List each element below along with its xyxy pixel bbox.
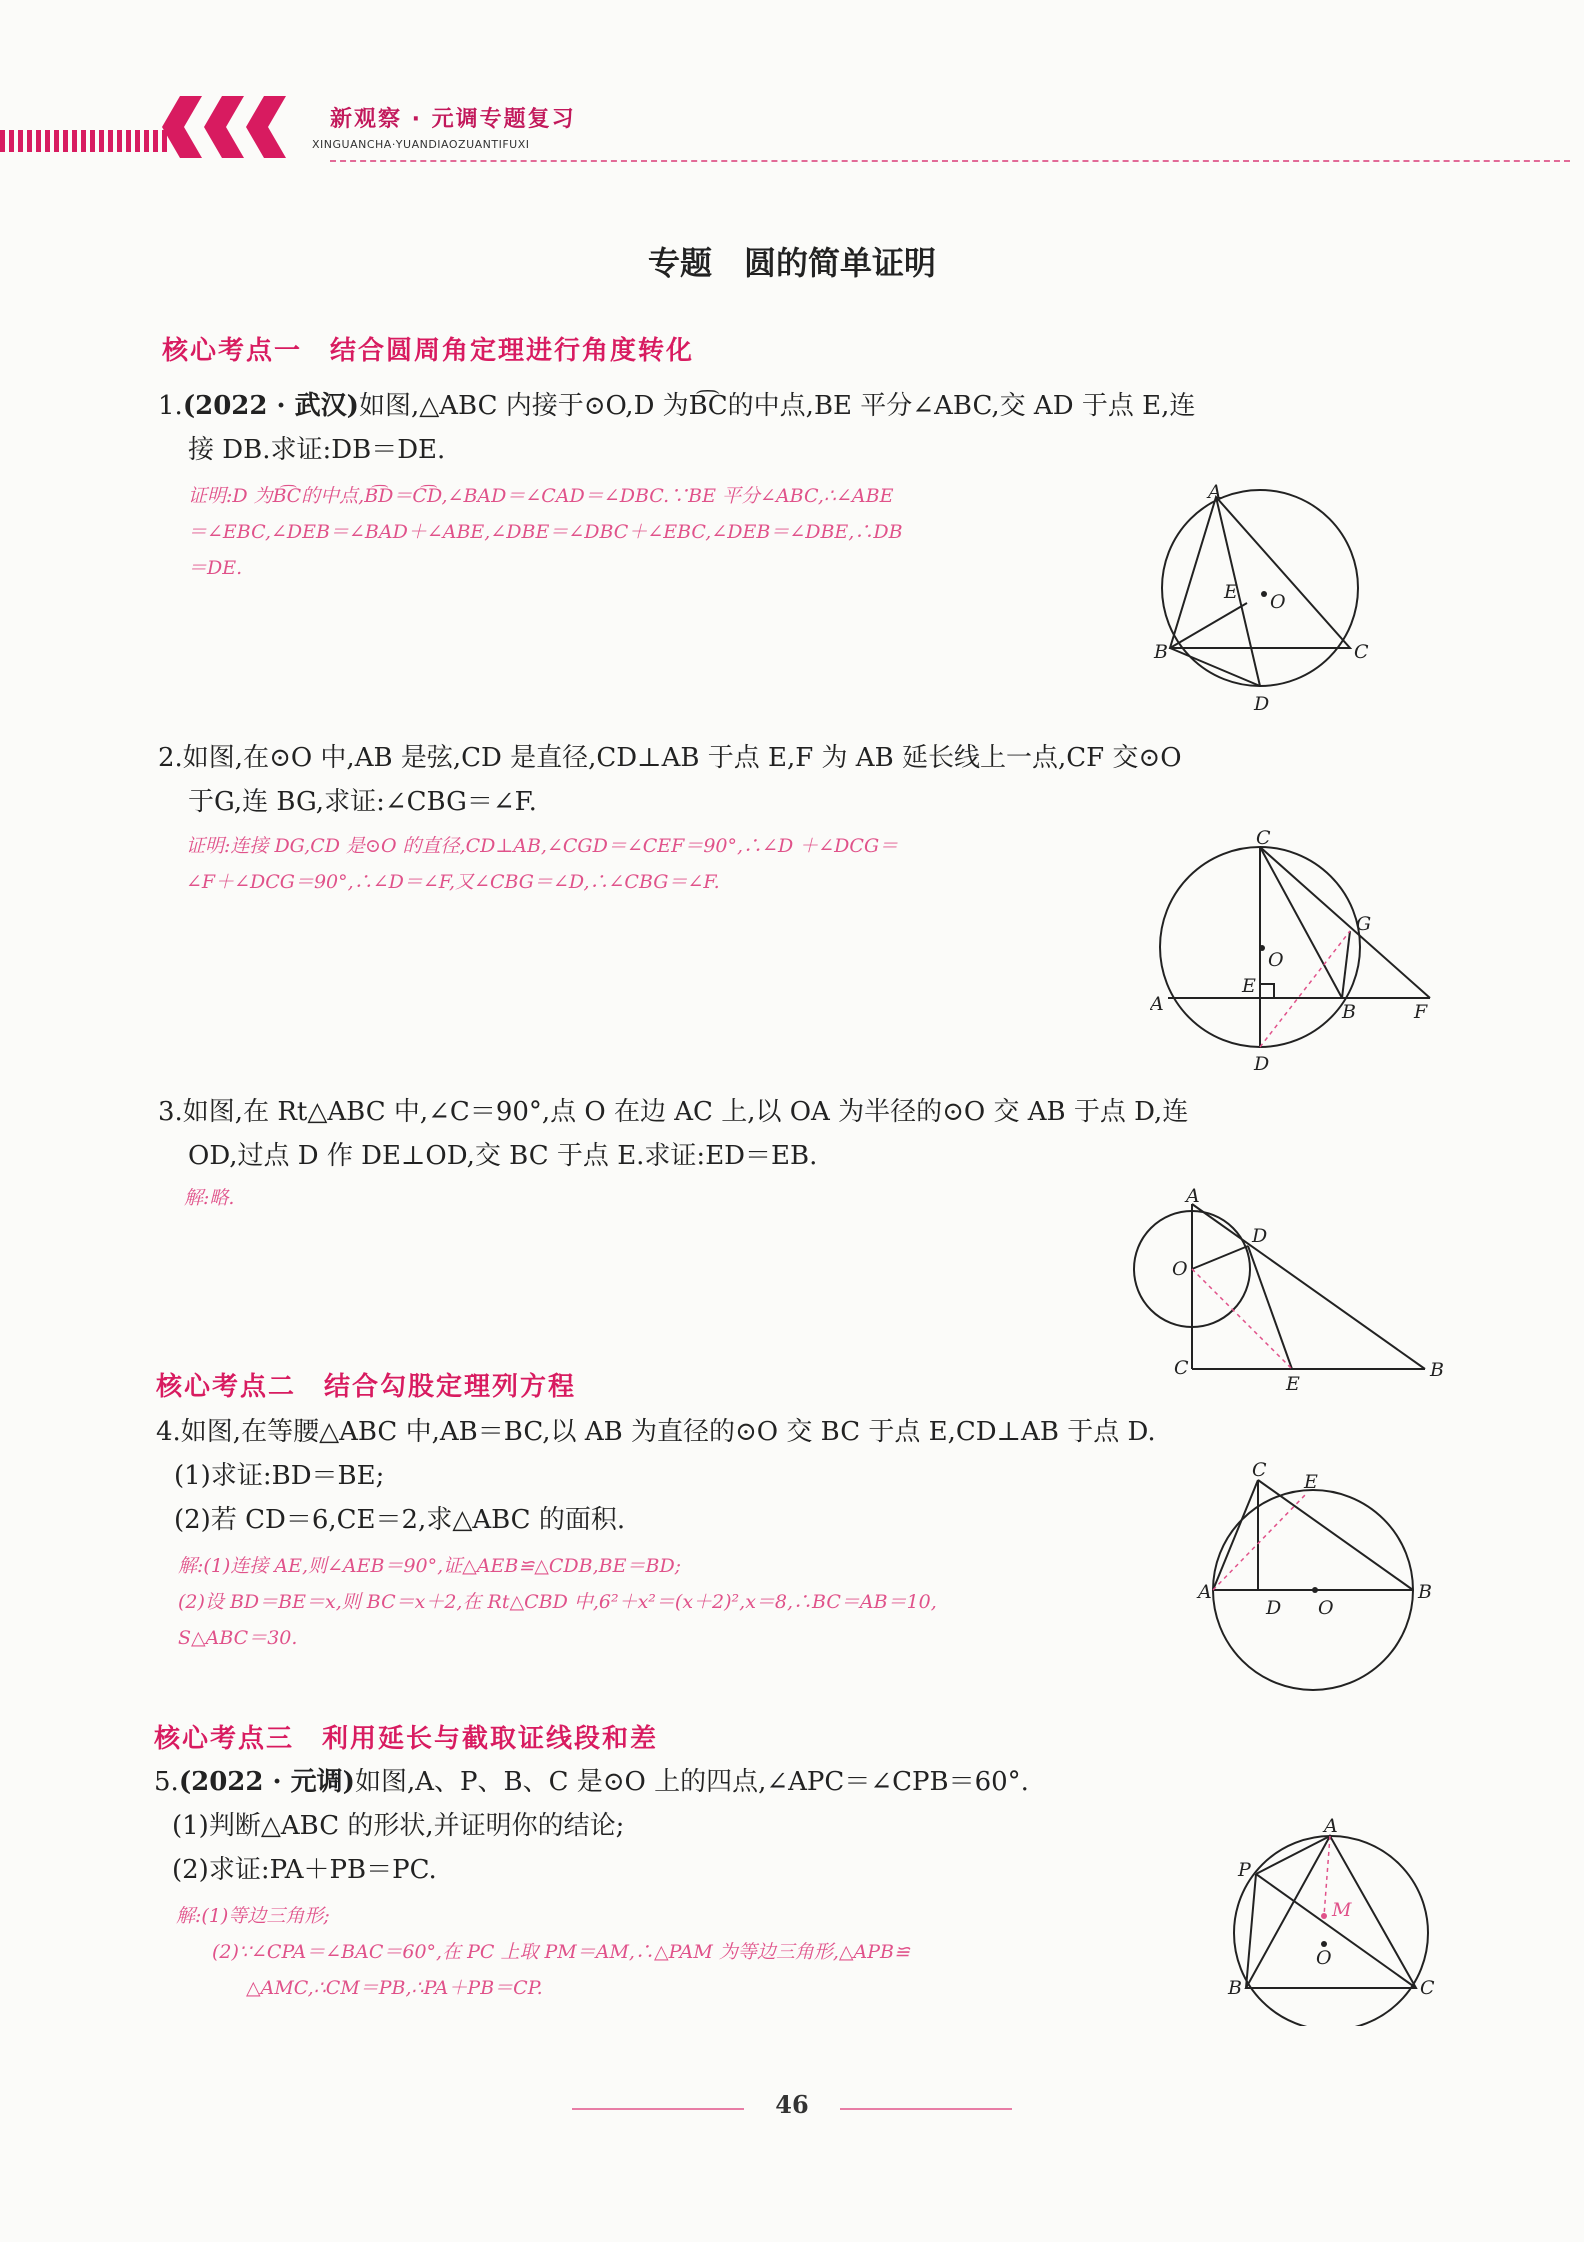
answer-line: (2)∵∠CPA＝∠BAC＝60°,在 PC 上取 PM＝AM,∴△PAM 为等边三角形,△APB≌ bbox=[212, 1941, 910, 1963]
point-label: D bbox=[1252, 1225, 1268, 1247]
point-label: D bbox=[1254, 693, 1270, 715]
point-label: F bbox=[1414, 1001, 1428, 1023]
point-label: P bbox=[1238, 1859, 1251, 1881]
question-part: (2)若 CD＝6,CE＝2,求△ABC 的面积. bbox=[174, 1505, 626, 1535]
question-text: 3.如图,在 Rt△ABC 中,∠C＝90°,点 O 在边 AC 上,以 OA 为半径的⊙O 交 AB 于点 D,连 bbox=[158, 1097, 1189, 1127]
answer-4 bbox=[178, 1548, 1178, 1656]
point-label: O bbox=[1316, 1947, 1332, 1969]
chevron-icon bbox=[246, 96, 286, 158]
question-text: 于G,连 BG,求证:∠CBG＝∠F. bbox=[188, 787, 537, 817]
question-1 bbox=[158, 384, 1458, 472]
question-text: 2.如图,在⊙O 中,AB 是弦,CD 是直径,CD⊥AB 于点 E,F 为 AB 延长线上一点,CF 交⊙O bbox=[158, 743, 1182, 773]
figure-3 bbox=[1120, 1186, 1450, 1391]
point-label: E bbox=[1242, 975, 1256, 997]
question-part: (2)求证:PA＋PB＝PC. bbox=[172, 1855, 437, 1885]
question-2 bbox=[158, 736, 1458, 824]
header-title: 新观察 · 元调专题复习 bbox=[330, 107, 576, 132]
page-number: 46 bbox=[775, 2090, 809, 2119]
question-source: (2022 · 元调) bbox=[178, 1767, 355, 1797]
answer-line: 证明:连接 DG,CD 是⊙O 的直径,CD⊥AB,∠CGD＝∠CEF＝90°,∴∠D ＋∠DCG＝ bbox=[186, 835, 899, 857]
answer-line: (2)设 BD＝BE＝x,则 BC＝x＋2,在 Rt△CBD 中,6²＋x²＝(x＋2)²,x＝8,∴BC＝AB＝10, bbox=[178, 1591, 937, 1613]
point-label: E bbox=[1286, 1373, 1300, 1391]
question-part: (1)判断△ABC 的形状,并证明你的结论; bbox=[172, 1811, 625, 1841]
answer-line: ∠F＋∠DCG＝90°,∴∠D＝∠F,又∠CBG＝∠D,∴∠CBG＝∠F. bbox=[186, 871, 720, 893]
answer-5 bbox=[176, 1898, 1236, 2006]
point-label: D bbox=[1266, 1597, 1282, 1619]
point-label: C bbox=[1174, 1357, 1189, 1379]
section-heading: 核心考点三 利用延长与截取证线段和差 bbox=[154, 1724, 659, 1754]
answer-3 bbox=[184, 1180, 584, 1216]
question-text: 4.如图,在等腰△ABC 中,AB＝BC,以 AB 为直径的⊙O 交 BC 于点 E,CD⊥AB 于点 D. bbox=[156, 1417, 1156, 1447]
question-part: (1)求证:BD＝BE; bbox=[174, 1461, 385, 1491]
header-divider bbox=[330, 160, 1570, 162]
answer-line: ＝∠EBC,∠DEB＝∠BAD＋∠ABE,∠DBE＝∠DBC＋∠EBC,∠DEB＝∠DBE,∴DB bbox=[188, 521, 903, 543]
point-label: C bbox=[1354, 641, 1369, 663]
section-heading: 核心考点一 结合圆周角定理进行角度转化 bbox=[162, 336, 695, 366]
point-label: C bbox=[1252, 1460, 1267, 1481]
figure-5 bbox=[1216, 1816, 1456, 2026]
point-label: A bbox=[1150, 993, 1164, 1015]
answer-line: 解:(1)连接 AE,则∠AEB＝90°,证△AEB≌△CDB,BE＝BD; bbox=[178, 1555, 682, 1577]
point-label: A bbox=[1208, 481, 1222, 503]
answer-line: 解:(1)等边三角形; bbox=[176, 1905, 330, 1927]
point-label: O bbox=[1172, 1258, 1188, 1280]
figure-2 bbox=[1150, 830, 1450, 1075]
point-label: D bbox=[1254, 1053, 1270, 1075]
point-label: G bbox=[1356, 913, 1372, 935]
point-label: A bbox=[1324, 1816, 1338, 1837]
figure-4 bbox=[1190, 1460, 1440, 1700]
question-text: 如图,A、P、B、C 是⊙O 上的四点,∠APC＝∠CPB＝60°. bbox=[354, 1767, 1029, 1797]
point-label: O bbox=[1318, 1597, 1334, 1619]
point-label: C bbox=[1420, 1977, 1435, 1999]
question-text: OD,过点 D 作 DE⊥OD,交 BC 于点 E.求证:ED＝EB. bbox=[188, 1141, 818, 1171]
point-label: E bbox=[1304, 1471, 1318, 1493]
question-text: 如图,△ABC 内接于⊙O,D 为B͡C的中点,BE 平分∠ABC,交 AD 于点 E,连 bbox=[358, 391, 1196, 421]
chevron-icon bbox=[204, 96, 244, 158]
answer-1 bbox=[188, 478, 1148, 586]
point-label: M bbox=[1332, 1899, 1352, 1921]
answer-line: 解:略. bbox=[184, 1187, 235, 1209]
point-label: B bbox=[1342, 1001, 1356, 1023]
header-decor-stripes bbox=[0, 130, 170, 152]
question-text: 接 DB.求证:DB＝DE. bbox=[188, 435, 446, 465]
page-title: 专题 圆的简单证明 bbox=[647, 244, 936, 282]
header-subtitle: XINGUANCHA·YUANDIAOZUANTIFUXI bbox=[312, 138, 530, 151]
answer-2 bbox=[186, 828, 1146, 900]
point-label: E bbox=[1224, 581, 1238, 603]
point-label: A bbox=[1198, 1581, 1212, 1603]
point-label: A bbox=[1186, 1186, 1200, 1207]
point-label: O bbox=[1270, 591, 1286, 613]
answer-line: S△ABC＝30. bbox=[178, 1627, 298, 1649]
point-label: B bbox=[1430, 1359, 1444, 1381]
answer-line: △AMC,∴CM＝PB,∴PA＋PB＝CP. bbox=[246, 1977, 543, 1999]
point-label: C bbox=[1256, 830, 1271, 849]
point-label: B bbox=[1228, 1977, 1242, 1999]
section-heading: 核心考点二 结合勾股定理列方程 bbox=[156, 1372, 577, 1402]
question-3 bbox=[158, 1090, 1458, 1178]
point-label: O bbox=[1268, 949, 1284, 971]
answer-line: ＝DE. bbox=[188, 557, 243, 579]
question-source: (2022 · 武汉) bbox=[182, 391, 359, 421]
point-label: B bbox=[1154, 641, 1168, 663]
question-number: 1. bbox=[158, 391, 183, 421]
question-number: 5. bbox=[154, 1767, 179, 1797]
point-label: B bbox=[1418, 1581, 1432, 1603]
figure-1 bbox=[1140, 478, 1390, 718]
answer-line: 证明:D 为B͡C的中点,B͡D＝C͡D,∠BAD＝∠CAD＝∠DBC.∵BE 平分∠ABC,∴∠ABE bbox=[188, 485, 894, 507]
